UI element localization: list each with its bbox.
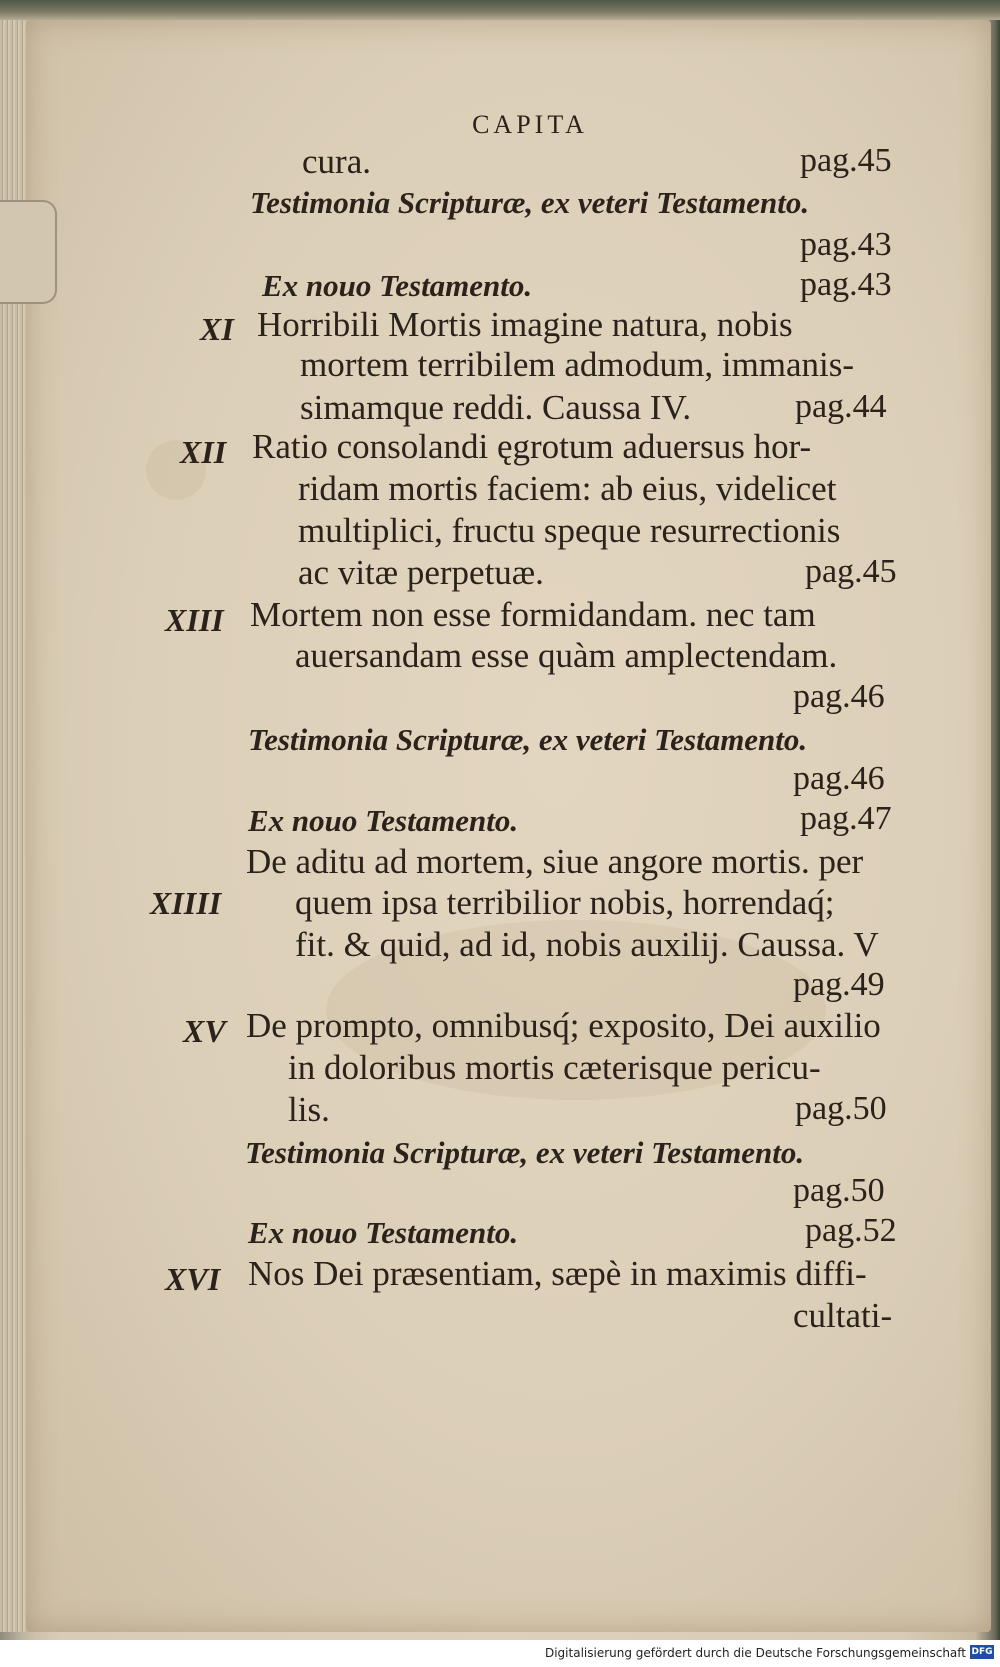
entry-text: Testimonia Scripturæ, ex veteri Testamento. bbox=[245, 1135, 805, 1170]
page-reference: pag.45 bbox=[800, 142, 892, 179]
page-reference: pag.46 bbox=[793, 678, 885, 715]
entry-text: cultati- bbox=[793, 1296, 893, 1335]
chapter-number: XV bbox=[183, 1013, 226, 1049]
funding-credit: Digitalisierung gefördert durch die Deutsche Forschungsgemeinschaft bbox=[544, 1646, 966, 1660]
entry-text: cura. bbox=[302, 142, 371, 181]
entry-text: lis. bbox=[288, 1090, 330, 1129]
chapter-number: XII bbox=[180, 434, 227, 470]
chapter-number: XIIII bbox=[150, 885, 222, 921]
page-reference: pag.49 bbox=[793, 966, 885, 1003]
chapter-number: XVI bbox=[165, 1261, 221, 1297]
footer-bar bbox=[0, 1640, 1000, 1667]
entry-text: De prompto, omnibusq́; exposito, Dei auxilio bbox=[246, 1006, 881, 1045]
entry-text: Horribili Mortis imagine natura, nobis bbox=[257, 305, 793, 344]
page-reference: pag.44 bbox=[795, 388, 887, 425]
page-reference: pag.43 bbox=[800, 226, 892, 263]
entry-text: auersandam esse quàm amplectendam. bbox=[295, 636, 838, 675]
page-reference: pag.52 bbox=[805, 1212, 897, 1249]
top-binding bbox=[0, 0, 1000, 20]
page-tab bbox=[0, 200, 57, 304]
entry-text: in doloribus mortis cæterisque pericu- bbox=[288, 1048, 821, 1087]
chapter-number: XIII bbox=[165, 602, 224, 638]
page-reference: pag.47 bbox=[800, 800, 892, 837]
entry-text: Ex nouo Testamento. bbox=[262, 268, 533, 303]
entry-text: Testimonia Scripturæ, ex veteri Testamento. bbox=[248, 722, 808, 757]
page-reference: pag.46 bbox=[793, 760, 885, 797]
page-reference: pag.50 bbox=[793, 1172, 885, 1209]
entry-text: Ratio consolandi ęgrotum aduersus hor- bbox=[252, 427, 812, 466]
entry-text: multiplici, fructu speque resurrectionis bbox=[298, 511, 841, 550]
entry-text: fit. & quid, ad id, nobis auxilij. Caussa. V bbox=[295, 925, 879, 964]
entry-text: simamque reddi. Caussa IV. bbox=[300, 388, 692, 427]
entry-text: Mortem non esse formidandam. nec tam bbox=[250, 595, 816, 634]
page-reference: pag.45 bbox=[805, 553, 897, 590]
entry-text: Nos Dei præsentiam, sæpè in maximis diffi- bbox=[248, 1254, 867, 1293]
entry-text: ac vitæ perpetuæ. bbox=[298, 553, 544, 592]
page-reference: pag.50 bbox=[795, 1090, 887, 1127]
chapter-number: XI bbox=[200, 311, 234, 347]
entry-text: Testimonia Scripturæ, ex veteri Testamento. bbox=[250, 185, 810, 220]
dfg-logo: DFG bbox=[971, 1647, 993, 1657]
running-header: CAPITA bbox=[472, 110, 588, 139]
entry-text: mortem terribilem admodum, immanis- bbox=[300, 345, 855, 384]
entry-text: ridam mortis faciem: ab eius, videlicet bbox=[298, 469, 837, 508]
page-reference: pag.43 bbox=[800, 266, 892, 303]
entry-text: De aditu ad mortem, siue angore mortis. per bbox=[246, 842, 864, 881]
entry-text: Ex nouo Testamento. bbox=[248, 803, 519, 838]
entry-text: quem ipsa terribilior nobis, horrendaq́; bbox=[295, 883, 835, 922]
entry-text: Ex nouo Testamento. bbox=[248, 1215, 519, 1250]
